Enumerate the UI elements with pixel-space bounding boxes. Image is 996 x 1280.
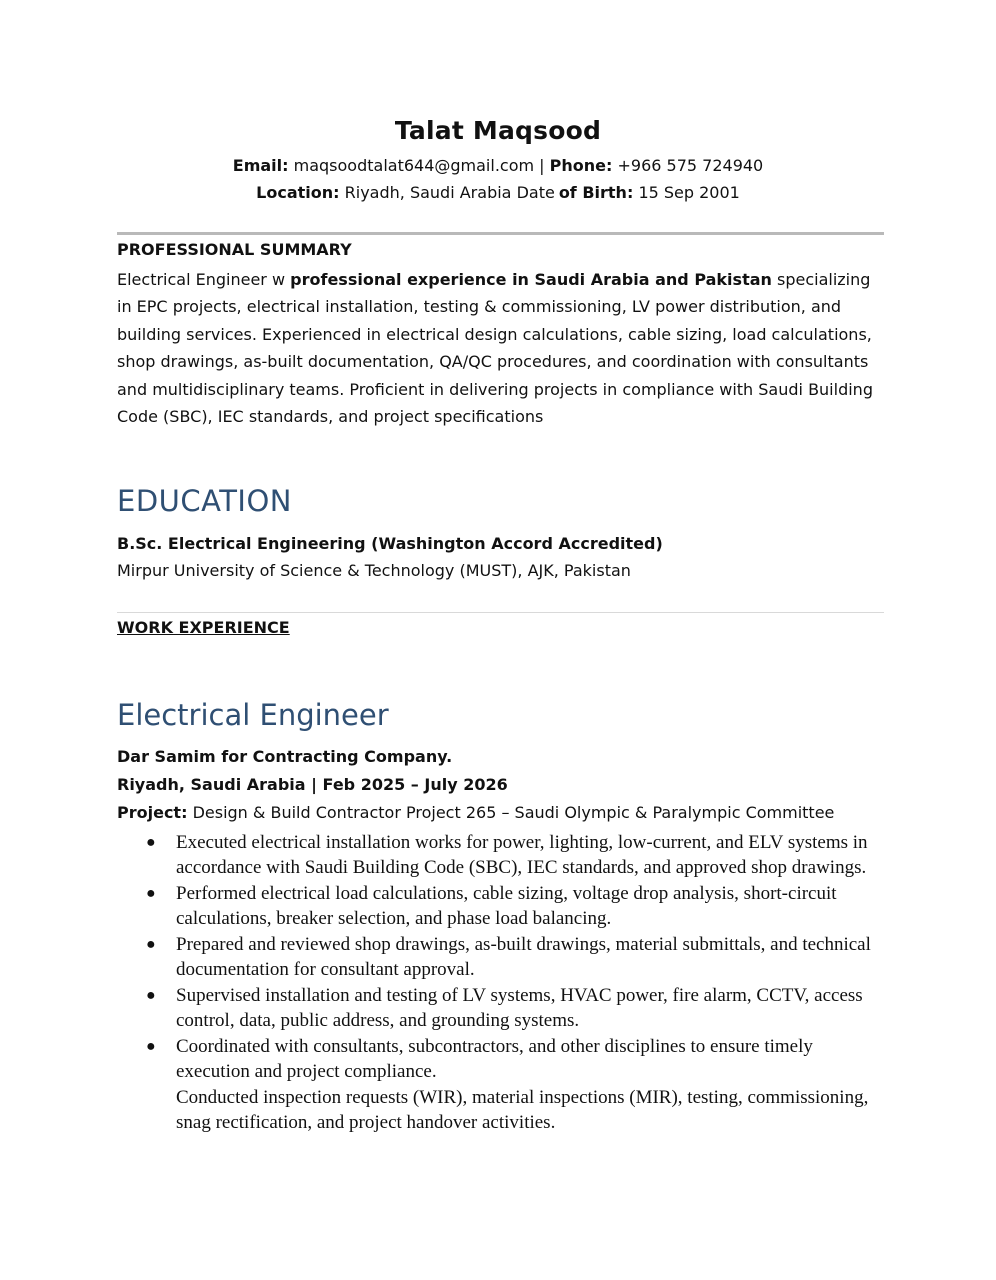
project-line (117, 803, 834, 822)
location-label: Location: (256, 183, 340, 202)
work-experience-heading: WORK EXPERIENCE (117, 618, 290, 637)
job-title: Electrical Engineer (117, 698, 389, 732)
summary-start: Electrical Engineer w (117, 270, 286, 289)
list-item (146, 1034, 876, 1084)
bullet-text: Performed electrical load calculations, cable sizing, voltage drop analysis, short-circuit calculations, breaker selection, and phase load balancing. (176, 883, 837, 929)
project-value: Design & Build Contractor Project 265 – Saudi Olympic & Paralympic Committee (192, 803, 835, 822)
contact-line (0, 156, 996, 175)
email-label: Email: (232, 156, 289, 175)
education-heading: EDUCATION (117, 484, 293, 518)
company-name: Dar Samim for Contracting Company. (117, 747, 453, 766)
summary-text (117, 266, 887, 430)
bullet-icon: ● (146, 1038, 156, 1055)
extra-responsibility: Conducted inspection requests (WIR), material inspections (MIR), testing, commissioning, snag rectification, and project handover activities. (176, 1087, 869, 1133)
summary-rest: specializing in EPC projects, electrical installation, testing & commissioning, LV power distribution, and building services. Experienced in electrical design calculations, cable sizing, load calculations, shop drawings, as-built documentation, QA/QC procedures, and coordination with consultants and multidisciplinary teams. Proficient in delivering projects in compliance with Saudi Building Code (SBC), IEC standards, and project specifications (117, 270, 873, 427)
summary-heading: PROFESSIONAL SUMMARY (117, 240, 352, 259)
email-value: maqsoodtalat644@gmail.com (293, 156, 535, 175)
bullet-text: Executed electrical installation works for power, lighting, low-current, and ELV systems in accordance with Saudi Building Code (SBC), IEC standards, and approved shop drawings. (176, 832, 868, 878)
bullet-icon: ● (146, 987, 156, 1004)
project-label: Project: (117, 803, 188, 822)
bullet-text: Supervised installation and testing of LV systems, HVAC power, fire alarm, CCTV, access control, data, public address, and grounding systems. (176, 985, 863, 1031)
responsibilities-list (146, 830, 876, 1135)
list-item (146, 881, 876, 931)
candidate-name: Talat Maqsood (394, 116, 602, 145)
bullet-icon: ● (146, 834, 156, 851)
phone-value: +966 575 724940 (617, 156, 764, 175)
section-divider (117, 612, 884, 613)
dob-prefix: Date (516, 183, 555, 202)
location-value: Riyadh, Saudi Arabia (344, 183, 512, 202)
bullet-icon: ● (146, 936, 156, 953)
bullet-icon: ● (146, 885, 156, 902)
list-item (146, 983, 876, 1033)
bullet-text: Coordinated with consultants, subcontractors, and other disciplines to ensure timely execution and project compliance. (176, 1036, 813, 1082)
header-divider (117, 232, 884, 235)
degree-title: B.Sc. Electrical Engineering (Washington Accord Accredited) (117, 534, 663, 553)
dob-label: of Birth: (558, 183, 634, 202)
list-item (146, 830, 876, 880)
job-location-dates: Riyadh, Saudi Arabia | Feb 2025 – July 2026 (117, 775, 508, 794)
dob-value: 15 Sep 2001 (638, 183, 740, 202)
summary-bold: professional experience in Saudi Arabia and Pakistan (290, 270, 772, 289)
phone-label: Phone: (549, 156, 613, 175)
location-line (0, 183, 996, 202)
list-item (146, 932, 876, 982)
bullet-text: Prepared and reviewed shop drawings, as-built drawings, material submittals, and technical documentation for consultant approval. (176, 934, 871, 980)
separator: | (539, 156, 545, 175)
university-name: Mirpur University of Science & Technology (MUST), AJK, Pakistan (117, 561, 631, 580)
